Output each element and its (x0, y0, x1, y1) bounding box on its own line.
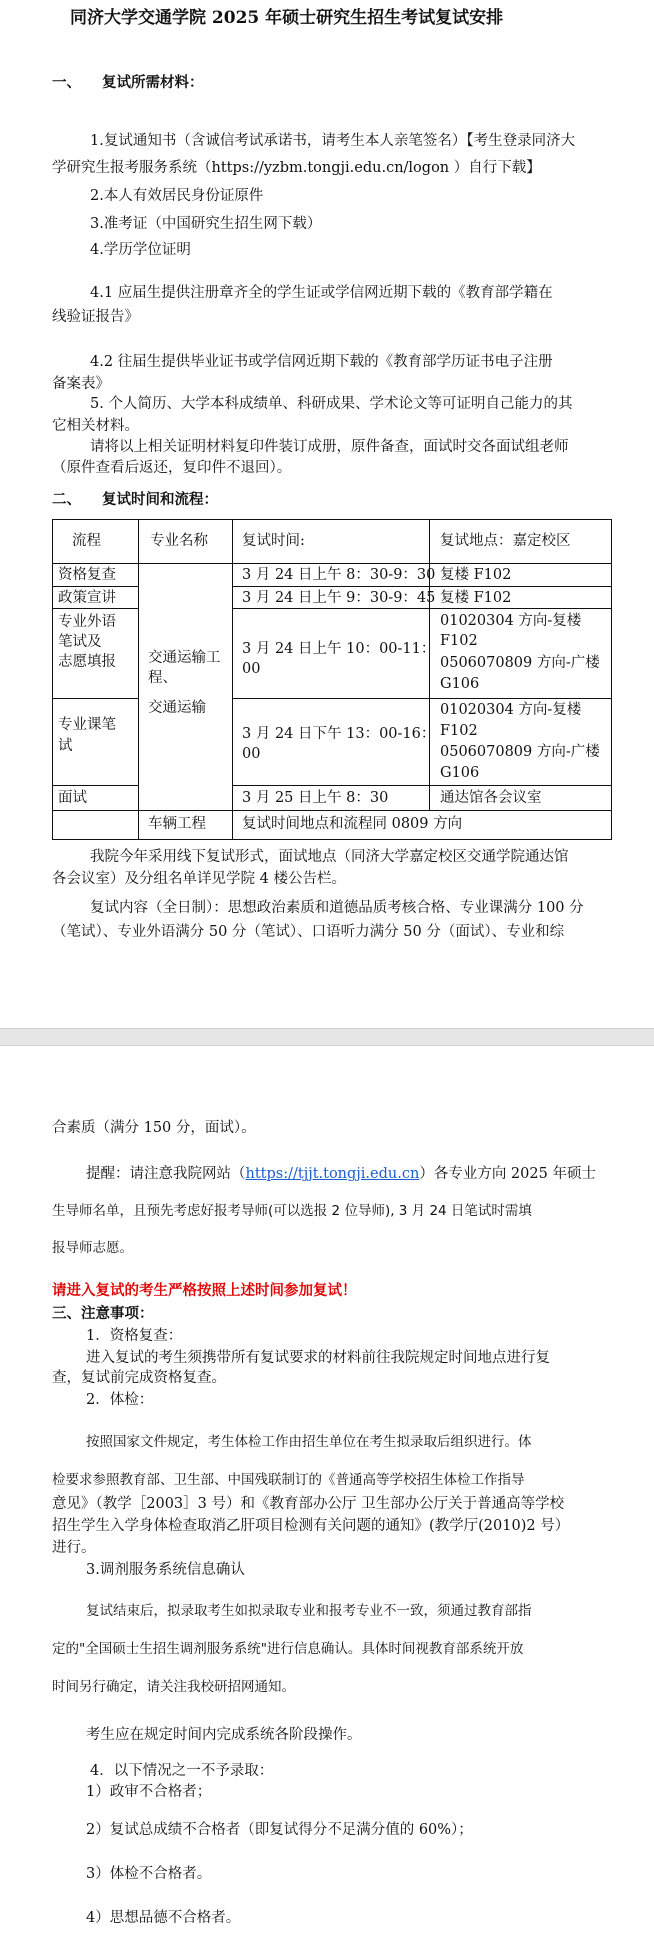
paragraph-2-line-2: （笔试）、专业外语满分 50 分（笔试）、口语听力满分 50 分（面试）、专业和综 (52, 924, 565, 940)
paragraph-2-line-1: 复试内容（全日制）：思想政治素质和道德品质考核合格、专业课满分 100 分 (90, 900, 584, 916)
table-rule (52, 519, 53, 840)
paragraph-1-line-2: 各会议室）及分组名单详见学院 4 楼公告栏。 (52, 871, 346, 887)
note-3-line-1: 复试结束后，拟录取考生如拟录取专业和报考专业不一致，须通过教育部指 (86, 1603, 532, 1619)
table-rule (232, 608, 612, 609)
item-4-1-line-1: 4.1 应届生提供注册章齐全的学生证或学信网近期下载的《教育部学籍在 (90, 285, 553, 301)
header-place: 复试地点：嘉定校区 (440, 533, 571, 549)
table-rule (52, 519, 612, 520)
note-2-line-1: 按照国家文件规定，考生体检工作由招生单位在考生拟录取后组织进行。体 (86, 1434, 532, 1450)
row-3-time-line-2: 00 (242, 661, 261, 677)
header-time: 复试时间: (242, 533, 305, 549)
note-4-item-1: 1）政审不合格者； (86, 1784, 212, 1800)
table-rule (52, 839, 612, 840)
note-4-item-3: 3）体检不合格者。 (86, 1866, 212, 1882)
table-rule (232, 519, 233, 840)
note-2-title: 2．体检： (86, 1392, 154, 1408)
row-1-place: 复楼 F102 (440, 567, 512, 583)
row-5-time: 3 月 25 日上午 8：30 (242, 790, 389, 806)
major-name-line-1: 交通运输工 (148, 650, 221, 666)
header-process: 流程 (72, 533, 101, 549)
row-3-place-line-1: 01020304 方向-复楼 (440, 613, 582, 629)
warning-text: 请进入复试的考生严格按照上述时间参加复试！ (52, 1282, 357, 1299)
table-rule (52, 608, 138, 609)
table-rule (138, 519, 139, 840)
row-3-place-line-2: F102 (440, 633, 478, 649)
row-5-process: 面试 (58, 790, 87, 806)
note-4-item-4: 4）思想品德不合格者。 (86, 1910, 241, 1926)
row-2-place: 复楼 F102 (440, 590, 512, 606)
item-3: 3.准考证（中国研究生招生网下载） (90, 216, 322, 232)
document-title: 同济大学交通学院 2025 年硕士研究生招生考试复试安排 (70, 8, 504, 28)
materials-note-line-2: （原件查看后返还，复印件不退回）。 (52, 460, 292, 476)
tip-line-2: 生导师名单，且预先考虑好报考导师(可以选报 2 位导师), 3 月 24 日笔试时需填 (52, 1203, 532, 1219)
row-4-process-line-1: 专业课笔 (58, 717, 116, 733)
row-2-time: 3 月 24 日上午 9：30-9：45 (242, 590, 436, 606)
row-5-place: 通达馆各会议室 (440, 790, 542, 806)
table-rule (611, 519, 612, 840)
row-4-place-line-4: G106 (440, 765, 480, 781)
table-rule (52, 698, 138, 699)
row-3-process-line-3: 志愿填报 (58, 654, 116, 670)
row-3-place-line-3: 0506070809 方向-广楼 (440, 655, 600, 671)
note-3-line-2: 定的"全国硕士生招生调剂服务系统"进行信息确认。具体时间视教育部系统开放 (52, 1641, 524, 1657)
note-2-line-3: 意见》（教学［2003］3 号）和《教育部办公厅 卫生部办公厅关于普通高等学校 (52, 1496, 565, 1512)
note-2-line-4: 招生学生入学身体检查取消乙肝项目检测有关问题的通知》(教学厅(2010)2 号） (52, 1518, 570, 1534)
item-2: 2.本人有效居民身份证原件 (90, 188, 264, 204)
section-2-number: 二、 (52, 491, 81, 508)
continued-line: 合素质（满分 150 分，面试）。 (52, 1120, 256, 1136)
note-3-line-4: 考生应在规定时间内完成系统各阶段操作。 (86, 1727, 362, 1743)
note-3-line-3: 时间另行确定，请关注我校研招网通知。 (52, 1679, 295, 1695)
tip-rest: ）各专业方向 2025 年硕士 (419, 1166, 596, 1182)
table-rule (232, 586, 612, 587)
section-1-heading: 复试所需材料： (102, 74, 204, 91)
section-3-heading: 三、注意事项： (52, 1305, 154, 1322)
row-1-process: 资格复查 (58, 567, 116, 583)
row-3-time-line-1: 3 月 24 日上午 10：00-11： (242, 641, 436, 657)
row-4-process-line-2: 试 (58, 738, 73, 754)
table-rule (52, 586, 138, 587)
row-4-time-line-1: 3 月 24 日下午 13：00-16： (242, 726, 436, 742)
item-4: 4.学历学位证明 (90, 242, 191, 258)
note-1-line-2: 查，复试前完成资格复查。 (52, 1370, 226, 1386)
row-6-merged: 复试时间地点和流程同 0809 方向 (242, 816, 463, 832)
row-4-place-line-1: 01020304 方向-复楼 (440, 702, 582, 718)
row-3-place-line-4: G106 (440, 676, 480, 692)
row-3-process-line-1: 专业外语 (58, 614, 116, 630)
college-website-link[interactable]: https://tjjt.tongji.edu.cn (245, 1166, 420, 1182)
item-4-2-line-1: 4.2 往届生提供毕业证书或学信网近期下载的《教育部学历证书电子注册 (90, 354, 553, 370)
table-rule (232, 698, 612, 699)
section-2-heading: 复试时间和流程： (102, 491, 218, 508)
row-6-major: 车辆工程 (148, 816, 206, 832)
tip-line-3: 报导师志愿。 (52, 1240, 133, 1256)
table-rule (52, 785, 138, 786)
header-major: 专业名称 (150, 533, 208, 549)
row-4-time-line-2: 00 (242, 746, 261, 762)
tip-line-1 (86, 1164, 596, 1184)
item-5-line-1: 5. 个人简历、大学本科成绩单、科研成果、学术论文等可证明自己能力的其 (90, 396, 573, 412)
note-2-line-5: 进行。 (52, 1540, 96, 1556)
note-3-title: 3.调剂服务系统信息确认 (86, 1562, 245, 1578)
table-rule (52, 810, 612, 811)
row-4-place-line-3: 0506070809 方向-广楼 (440, 744, 600, 760)
row-1-time: 3 月 24 日上午 8：30-9：30 (242, 567, 436, 583)
row-2-process: 政策宣讲 (58, 590, 116, 606)
item-1-line-2: 学研究生报考服务系统（https://yzbm.tongji.edu.cn/logon ）自行下载】 (52, 160, 541, 176)
item-1-line-1: 1.复试通知书（含诚信考试承诺书，请考生本人亲笔签名）【考生登录同济大 (90, 133, 576, 149)
table-rule (429, 519, 430, 810)
paragraph-1-line-1: 我院今年采用线下复试形式，面试地点（同济大学嘉定校区交通学院通达馆 (90, 849, 569, 865)
table-rule (232, 785, 612, 786)
note-4-item-2: 2）复试总成绩不合格者（即复试得分不足满分值的 60%）； (86, 1822, 473, 1838)
note-1-title: 1．资格复查： (86, 1328, 183, 1344)
materials-note-line-1: 请将以上相关证明材料复印件装订成册，原件备查，面试时交各面试组老师 (90, 439, 569, 455)
major-name-line-2: 程、 (148, 670, 177, 686)
major-name-line-3: 交通运输 (148, 700, 206, 716)
row-3-process-line-2: 笔试及 (58, 634, 102, 650)
table-rule (52, 563, 612, 564)
item-5-line-2: 它相关材料。 (52, 418, 139, 434)
row-4-place-line-2: F102 (440, 723, 478, 739)
note-2-line-2: 检要求参照教育部、卫生部、中国残联制订的《普通高等学校招生体检工作指导 (52, 1472, 525, 1488)
note-4-title: 4．以下情况之一不予录取： (90, 1763, 274, 1779)
schedule-table (52, 519, 612, 839)
section-1-number: 一、 (52, 74, 81, 91)
note-1-line-1: 进入复试的考生须携带所有复试要求的材料前往我院规定时间地点进行复 (86, 1350, 550, 1366)
item-4-2-line-2: 备案表》 (52, 376, 110, 392)
page-separator (0, 1028, 654, 1046)
document-page-2 (0, 1046, 654, 1944)
tip-prefix: 提醒：请注意我院网站（ (86, 1166, 246, 1182)
item-4-1-line-2: 线验证报告》 (52, 309, 139, 325)
